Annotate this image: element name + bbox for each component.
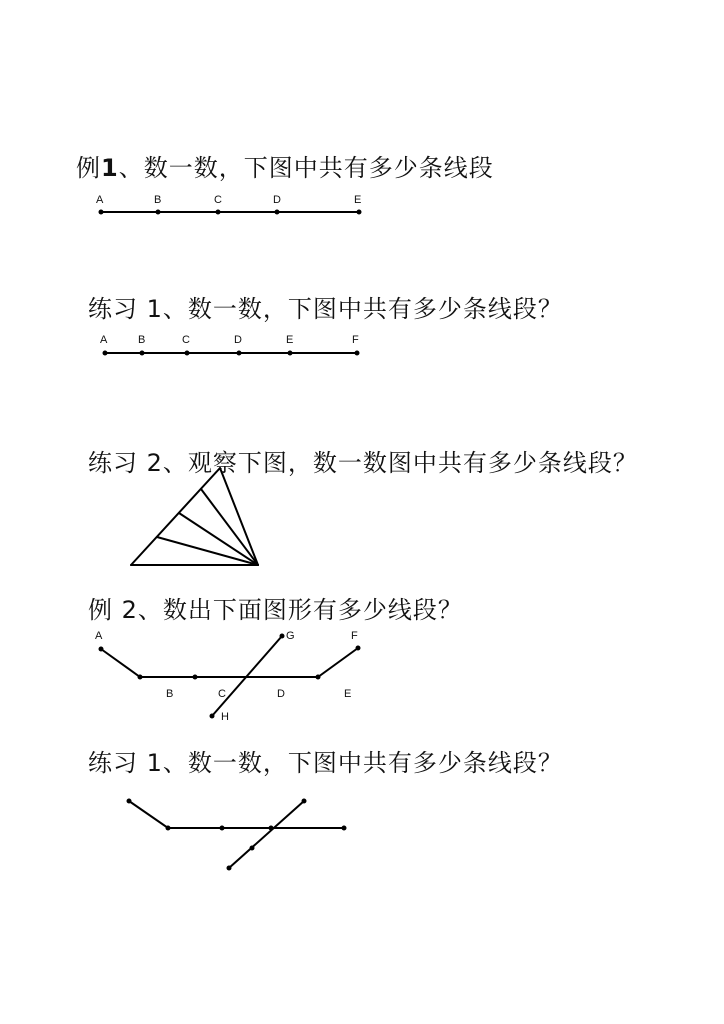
figure4-label-e: E — [344, 688, 352, 700]
figure5-point-4 — [269, 826, 274, 831]
figure2-label-b: B — [138, 334, 146, 346]
figure4-label-f: F — [351, 630, 358, 642]
figure2-label-d: D — [234, 334, 242, 346]
figure4-label-h: H — [221, 711, 229, 723]
example2-heading: 例 2、数出下面图形有多少线段？ — [88, 596, 463, 624]
figure5-crossing-line — [229, 801, 304, 868]
figure2-label-f: F — [352, 334, 359, 346]
example1-text: 、数一数，下图中共有多少条线段 — [118, 154, 494, 182]
figure5-polyline — [129, 801, 344, 828]
figure5-point-3 — [220, 826, 225, 831]
figure4-label-d: D — [277, 688, 285, 700]
figure5-point-7 — [250, 846, 255, 851]
practice3-heading: 练习 1、数一数，下图中共有多少条线段？ — [88, 749, 563, 777]
figure5-point-1 — [127, 799, 132, 804]
figure5-point-6 — [302, 799, 307, 804]
figure1-label-a: A — [96, 194, 104, 206]
practice1-heading: 练习 1、数一数，下图中共有多少条线段？ — [88, 295, 563, 323]
figure5-point-2 — [166, 826, 171, 831]
figure4-label-b: B — [166, 688, 174, 700]
practice2-heading: 练习 2、观察下图，数一数图中共有多少条线段？ — [88, 449, 638, 477]
figure1-label-e: E — [354, 194, 362, 206]
figure4-label-g: G — [286, 630, 295, 642]
figure4-label-c: C — [218, 688, 226, 700]
figure2-label-a: A — [100, 334, 108, 346]
figure5-point-8 — [227, 866, 232, 871]
figure5-point-5 — [342, 826, 347, 831]
example1-number: 1 — [101, 154, 119, 182]
figure1-label-c: C — [214, 194, 222, 206]
figure2-label-e: E — [286, 334, 294, 346]
figure2-label-c: C — [182, 334, 190, 346]
figure4-label-a: A — [95, 630, 103, 642]
figure1-label-b: B — [154, 194, 162, 206]
example1-prefix: 例 — [76, 154, 101, 182]
figure1-label-d: D — [273, 194, 281, 206]
